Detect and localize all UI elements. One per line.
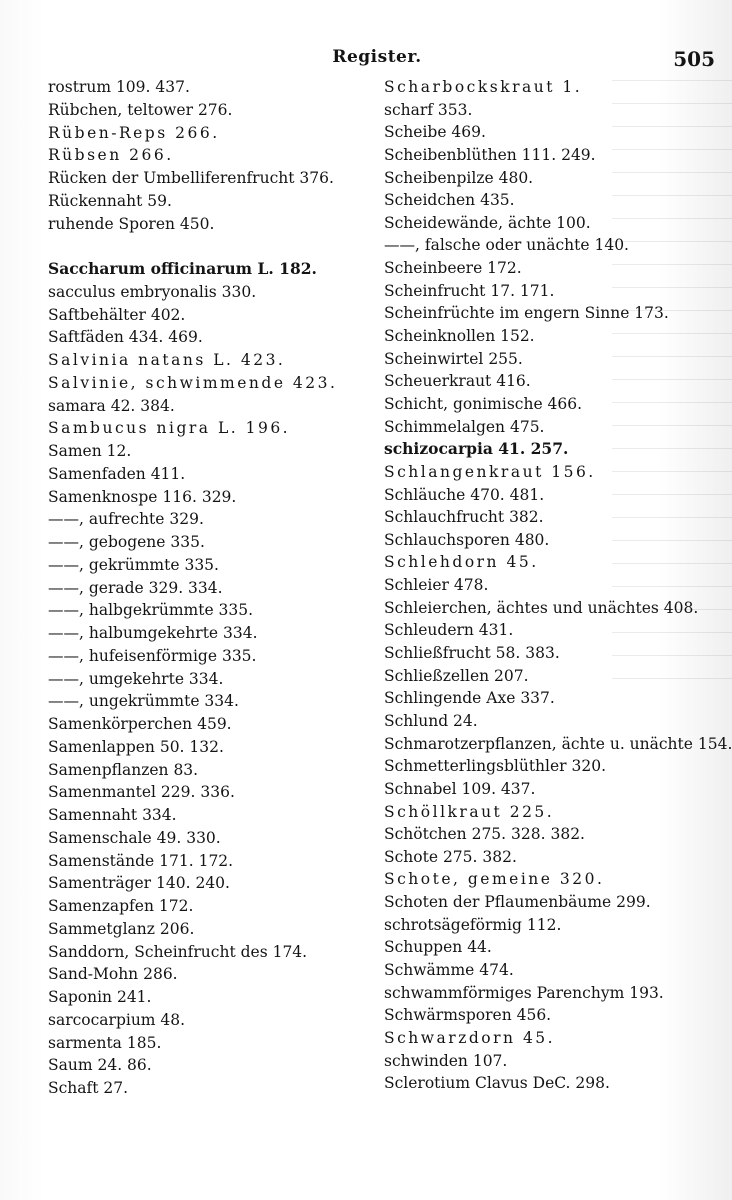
index-entry: Schnabel 109. 437.: [384, 779, 536, 798]
index-entry: schwammförmiges Parenchym 193.: [384, 983, 664, 1002]
index-entry: Samenzapfen 172.: [48, 897, 194, 915]
index-entry: Schleierchen, ächtes und unächtes 408.: [384, 598, 699, 617]
index-entry: Schleudern 431.: [384, 621, 514, 640]
index-entry: Saftfäden 434. 469.: [48, 328, 203, 347]
index-entry: Sanddorn, Scheinfrucht des 174.: [48, 942, 308, 961]
page-number: 505: [673, 47, 715, 71]
index-entry: ——, gebogene 335.: [48, 533, 205, 551]
index-entry: Schmetterlingsblüthler 320.: [384, 757, 607, 776]
index-entry: schrotsägeförmig 112.: [384, 915, 562, 934]
index-entry: Samenmantel 229. 336.: [48, 783, 235, 802]
index-entry: sacculus embryonalis 330.: [48, 282, 257, 301]
index-entry: Rückennaht 59.: [48, 191, 172, 210]
index-entry: ——, hufeisenförmige 335.: [48, 646, 257, 665]
index-entry: ——, falsche oder unächte 140.: [384, 236, 629, 255]
index-entry: ——, gekrümmte 335.: [48, 555, 219, 574]
running-header: Register.: [332, 47, 422, 67]
index-entry: Scheidewände, ächte 100.: [384, 213, 591, 232]
index-entry: Scheidchen 435.: [384, 191, 515, 210]
index-column-left: [48, 76, 348, 1100]
index-entry: Scheinknollen 152.: [384, 327, 535, 346]
index-entry: Samennaht 334.: [48, 806, 177, 824]
index-entry: Schließzellen 207.: [384, 666, 529, 685]
index-entry: Saftbehälter 402.: [48, 305, 186, 324]
index-entry: Schwämme 474.: [384, 960, 514, 979]
index-entry: Scheinfrüchte im engern Sinne 173.: [384, 304, 669, 323]
index-entry: Saum 24. 86.: [48, 1056, 152, 1075]
section-gap: [48, 235, 348, 258]
index-entry: ruhende Sporen 450.: [48, 214, 215, 233]
index-entry: Sambucus nigra L. 196.: [48, 419, 291, 438]
index-entry: schwinden 107.: [384, 1051, 508, 1070]
index-entry: Samenknospe 116. 329.: [48, 487, 237, 506]
index-entry: ——, halbumgekehrte 334.: [48, 624, 258, 642]
index-entry: Scheibe 469.: [384, 123, 486, 142]
index-entry: schizocarpia 41. 257.: [384, 439, 569, 459]
index-entry: Rübsen 266.: [48, 146, 174, 165]
index-entry: Scheibenpilze 480.: [384, 168, 534, 187]
index-entry: Scheinbeere 172.: [384, 259, 522, 278]
index-entry: Samen 12.: [48, 442, 132, 460]
index-entry: Samenfaden 411.: [48, 464, 186, 483]
index-entry: Sand-Mohn 286.: [48, 965, 178, 984]
index-entry: Samenstände 171. 172.: [48, 851, 234, 870]
index-entry: Saponin 241.: [48, 988, 152, 1006]
index-entry: Samenträger 140. 240.: [48, 874, 230, 893]
index-entry: Rübchen, teltower 276.: [48, 100, 233, 119]
index-entry: Scheinfrucht 17. 171.: [384, 281, 555, 300]
index-entry: Schlingende Axe 337.: [384, 689, 555, 708]
index-entry: Schuppen 44.: [384, 938, 492, 957]
index-entry: Scheinwirtel 255.: [384, 349, 523, 368]
index-entry: Schlauchfrucht 382.: [384, 508, 544, 527]
index-entry: Schläuche 470. 481.: [384, 485, 545, 504]
index-entry: Schlauchsporen 480.: [384, 530, 550, 549]
index-entry: Schleier 478.: [384, 576, 489, 595]
index-entry: Salvinie, schwimmende 423.: [48, 373, 338, 392]
index-entry: Schlehdorn 45.: [384, 553, 539, 572]
index-entry: sarcocarpium 48.: [48, 1010, 186, 1029]
index-entry: sarmenta 185.: [48, 1033, 162, 1052]
index-entry: Schwärmsporen 456.: [384, 1006, 552, 1025]
index-entry: Schicht, gonimische 466.: [384, 394, 583, 413]
index-entry: Samenlappen 50. 132.: [48, 737, 224, 756]
index-entry: ——, aufrechte 329.: [48, 510, 204, 529]
index-entry: Saccharum officinarum L. 182.: [48, 259, 317, 278]
index-entry: Schimmelalgen 475.: [384, 417, 545, 436]
index-entry: Schoten der Pflaumenbäume 299.: [384, 893, 651, 912]
index-entry: Schwarzdorn 45.: [384, 1028, 556, 1047]
index-entry: Scheibenblüthen 111. 249.: [384, 145, 596, 164]
index-entry: Schließfrucht 58. 383.: [384, 644, 560, 663]
index-entry: ——, gerade 329. 334.: [48, 578, 223, 597]
index-entry: Salvinia natans L. 423.: [48, 351, 286, 369]
index-entry: Schmarotzerpflanzen, ächte u. unächte 154.: [384, 734, 732, 753]
index-entry: Schlund 24.: [384, 711, 478, 730]
index-entry: Schlangenkraut 156.: [384, 462, 596, 481]
index-entry: scharf 353.: [384, 100, 473, 119]
index-entry: rostrum 109. 437.: [48, 78, 190, 96]
index-entry: Schote, gemeine 320.: [384, 870, 605, 889]
index-entry: Samenpflanzen 83.: [48, 760, 199, 779]
index-entry: Rüben-Reps 266.: [48, 123, 220, 142]
index-entry: ——, halbgekrümmte 335.: [48, 601, 254, 620]
index-entry: Schötchen 275. 328. 382.: [384, 825, 585, 844]
index-entry: samara 42. 384.: [48, 396, 175, 415]
index-entry: Sammetglanz 206.: [48, 919, 195, 938]
index-entry: Rücken der Umbelliferenfrucht 376.: [48, 169, 334, 187]
index-entry: ——, umgekehrte 334.: [48, 669, 224, 688]
index-entry: ——, ungekrümmte 334.: [48, 692, 239, 711]
index-entry: Schote 275. 382.: [384, 847, 517, 866]
index-entry: Samenkörperchen 459.: [48, 715, 232, 733]
index-entry: Scheuerkraut 416.: [384, 372, 531, 391]
index-entry: Sclerotium Clavus DeC. 298.: [384, 1074, 610, 1093]
index-column-right: [384, 76, 732, 1095]
index-entry: Schaft 27.: [48, 1079, 129, 1097]
index-entry: Samenschale 49. 330.: [48, 828, 221, 847]
index-entry: Scharbockskraut 1.: [384, 78, 583, 96]
index-entry: Schöllkraut 225.: [384, 802, 555, 821]
